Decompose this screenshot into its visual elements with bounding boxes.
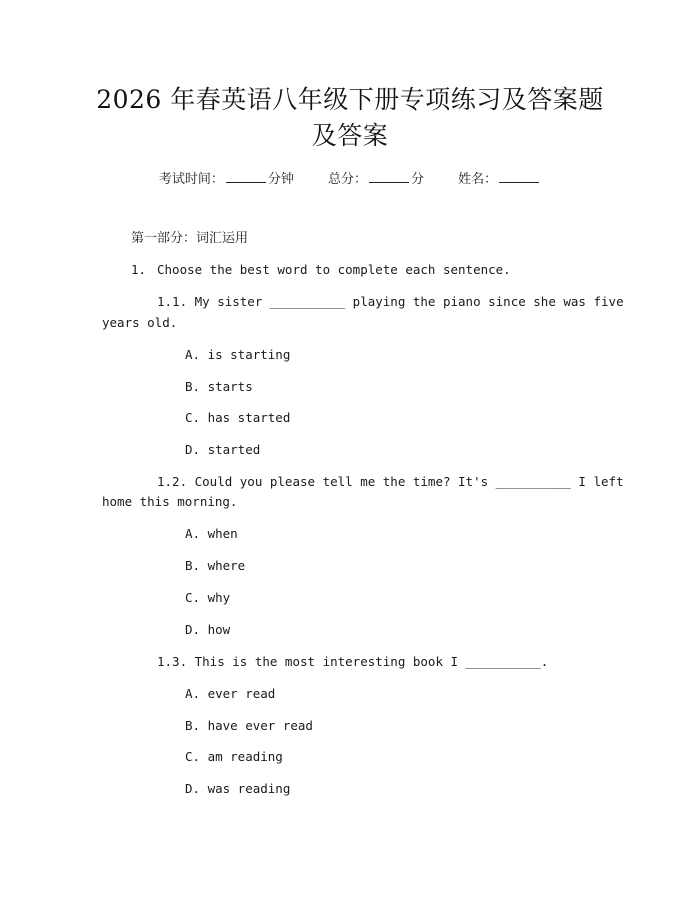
question-number: 1. xyxy=(131,262,147,277)
exam-name xyxy=(458,172,541,187)
item-2-stem-line-2: home this morning. xyxy=(102,494,238,509)
exam-score-label: 总分： xyxy=(327,172,367,187)
item-2-option-c[interactable]: C. why xyxy=(185,590,231,605)
item-3-option-b[interactable]: B. have ever read xyxy=(185,718,313,733)
item-1-option-d[interactable]: D. started xyxy=(185,442,261,457)
exam-time xyxy=(159,172,294,187)
item-1-option-a[interactable]: A. is starting xyxy=(185,347,291,362)
exam-time-label: 考试时间： xyxy=(158,172,224,187)
item-3-option-d[interactable]: D. was reading xyxy=(185,781,291,796)
exam-score xyxy=(328,172,424,187)
document-title-line-1: 2026 年春英语八年级下册专项练习及答案题 xyxy=(96,85,604,114)
exam-info xyxy=(0,168,700,190)
exam-name-blank[interactable] xyxy=(499,168,539,183)
document-title-line-2: 及答案 xyxy=(311,121,389,150)
item-2-stem-line-1: 1.2. Could you please tell me the time? It's __________ I left xyxy=(157,474,624,489)
item-1-option-b[interactable]: B. starts xyxy=(185,379,253,394)
item-2-option-d[interactable]: D. how xyxy=(185,622,231,637)
exam-name-label: 姓名： xyxy=(458,172,498,187)
exam-score-unit: 分 xyxy=(411,172,425,187)
item-1-stem-line-2: years old. xyxy=(102,315,178,330)
exam-time-unit: 分钟 xyxy=(267,172,294,187)
item-2-option-b[interactable]: B. where xyxy=(185,558,246,573)
item-2-option-a[interactable]: A. when xyxy=(185,526,238,541)
exam-time-blank[interactable] xyxy=(226,168,266,183)
exam-score-blank[interactable] xyxy=(369,168,409,183)
section-heading: 第一部分：词汇运用 xyxy=(131,231,249,246)
item-3-stem-line-1: 1.3. This is the most interesting book I __________. xyxy=(157,654,549,669)
item-1-stem-line-1: 1.1. My sister __________ playing the piano since she was five xyxy=(157,294,624,309)
question-instruction: Choose the best word to complete each sentence. xyxy=(157,262,511,277)
item-3-option-a[interactable]: A. ever read xyxy=(185,686,276,701)
item-1-option-c[interactable]: C. has started xyxy=(185,410,291,425)
item-3-option-c[interactable]: C. am reading xyxy=(185,749,283,764)
